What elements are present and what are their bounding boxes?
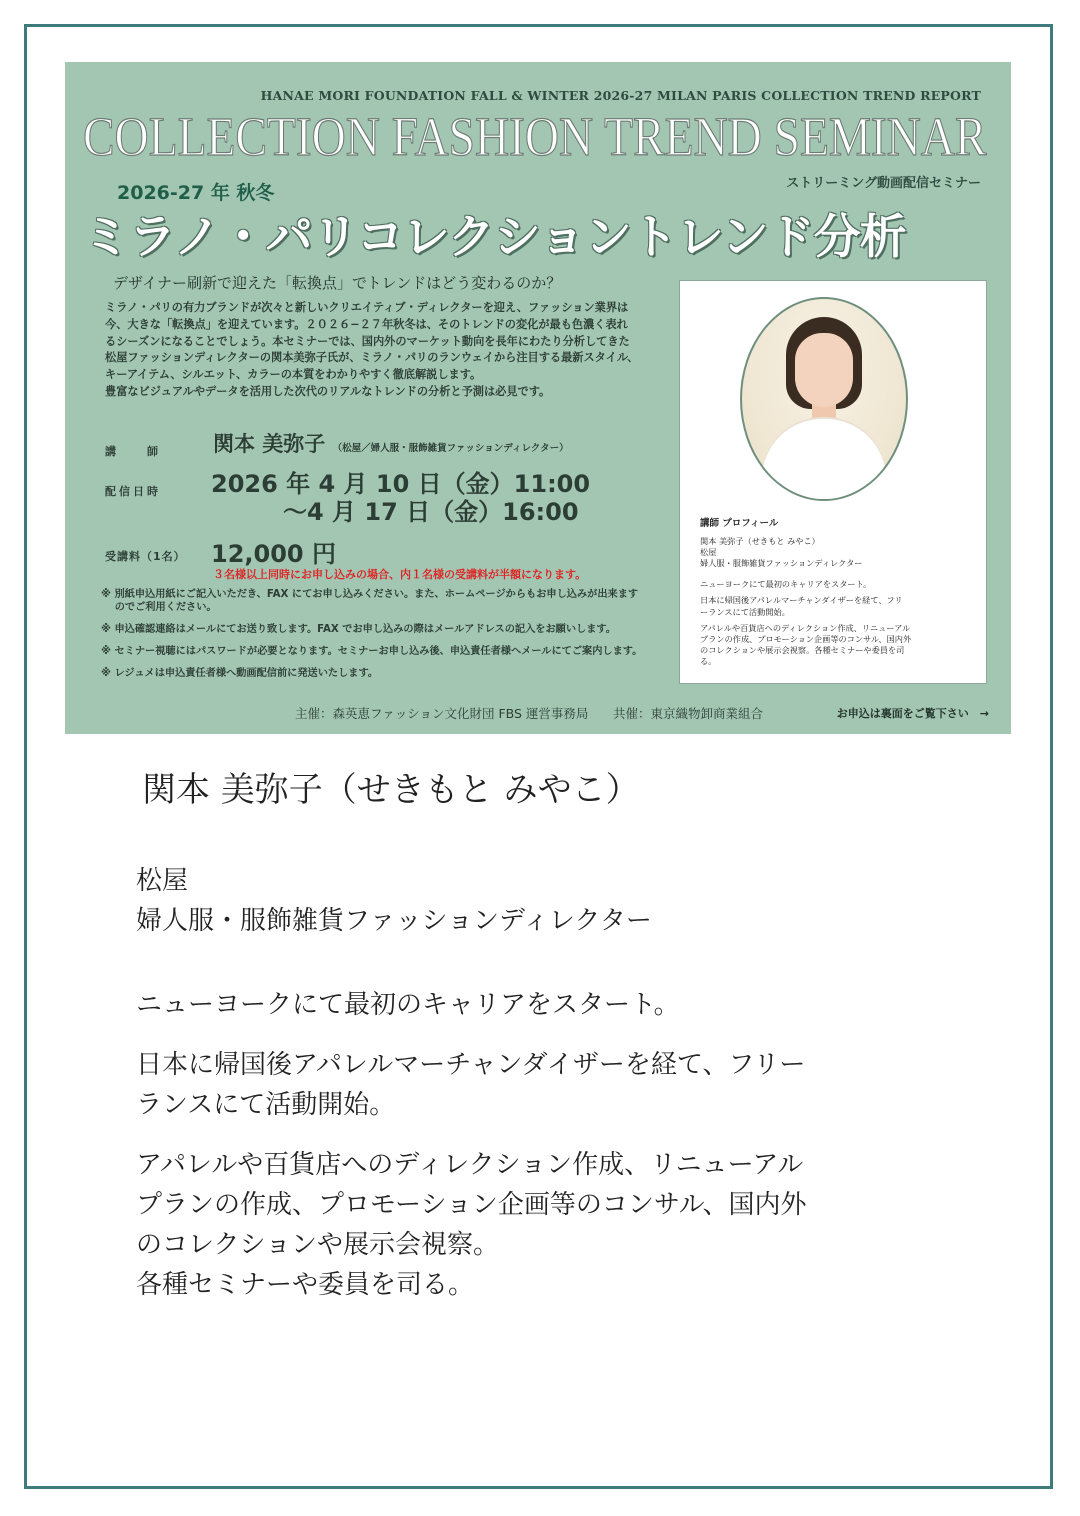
flyer-co-organizer: 共催：東京織物卸商業組合 bbox=[613, 706, 764, 721]
flyer-date-line1: 2026 年 4 月 10 日（金）11:00 bbox=[211, 470, 591, 498]
date-label: 配信日時 bbox=[105, 485, 161, 498]
flyer-profile-p3: アパレルや百貨店へのディレクション作成、リニューアルプランの作成、プロモーション企画等のコンサル、国内外のコレクションや展示会視察。各種セミナーや委員を司る。 bbox=[700, 622, 912, 667]
flyer-date bbox=[211, 470, 590, 526]
flyer-lecturer-affil: （松屋／婦人服・服飾雑貨ファッションディレクター） bbox=[332, 443, 569, 454]
flyer-streaming-label: ストリーミング動画配信セミナー bbox=[786, 176, 981, 191]
flyer-profile-box bbox=[679, 280, 987, 684]
profile-name: 関本 美弥子（せきもと みやこ） bbox=[142, 770, 640, 810]
flyer-notes bbox=[101, 588, 701, 689]
photo-torso bbox=[762, 419, 886, 501]
profile-career-3d: 各種セミナーや委員を司る。 bbox=[136, 1270, 475, 1300]
profile-career-2a: 日本に帰国後アパレルマーチャンダイザーを経て、フリー bbox=[136, 1050, 806, 1080]
profile-career-3a: アパレルや百貨店へのディレクション作成、リニューアル bbox=[136, 1150, 804, 1180]
fee-label-row bbox=[105, 545, 205, 564]
profile-career-3c: のコレクションや展示会視察。 bbox=[136, 1230, 499, 1260]
flyer-apply-note: お申込は裏面をご覧下さい → bbox=[836, 707, 989, 720]
flyer-main-title: ミラノ・パリコレクショントレンド分析 bbox=[83, 210, 906, 265]
lecturer-label-row bbox=[105, 440, 205, 459]
flyer-big-title: COLLECTION FASHION TREND SEMINAR bbox=[83, 106, 987, 167]
flyer-profile-p1: ニューヨークにて最初のキャリアをスタート。 bbox=[700, 579, 872, 590]
flyer-note: ※ セミナー視聴にはパスワードが必要となります。セミナーお申し込み後、申込責任者様へメールにてご案内します。 bbox=[101, 646, 643, 657]
flyer-date-line2: ～4 月 17 日（金）16:00 bbox=[283, 498, 579, 526]
flyer-body-line: ミラノ・パリの有力ブランドが次々と新しいクリエイティブ・ディレクターを迎え、ファッション業界は bbox=[105, 301, 629, 314]
flyer-body-line: るシーズンになることでしょう。本セミナーでは、国内外のマーケット動向を長年にわたり分析してきた bbox=[105, 334, 630, 348]
flyer-lead: デザイナー刷新で迎えた「転換点」でトレンドはどう変わるのか？ bbox=[113, 274, 562, 292]
flyer-profile-text bbox=[700, 517, 980, 673]
flyer-season: 2026-27 年 秋冬 bbox=[117, 182, 275, 204]
flyer-profile-name: 関本 美弥子（せきもと みやこ） bbox=[700, 535, 820, 546]
flyer-top-line: HANAE MORI FOUNDATION FALL & WINTER 2026-27 MILAN PARIS COLLECTION TREND REPORT bbox=[260, 88, 981, 103]
profile-company: 松屋 bbox=[136, 866, 189, 896]
flyer-body-line: キーアイテム、シルエット、カラーの本質をわかりやすく徹底解説します。 bbox=[105, 368, 482, 382]
lecturer-photo bbox=[740, 297, 908, 501]
fee-label: 受講料（1名） bbox=[105, 550, 186, 563]
flyer-fee: 12,000 円 bbox=[211, 540, 336, 568]
flyer-profile-p2: 日本に帰国後アパレルマーチャンダイザーを経て、フリーランスにて活動開始。 bbox=[700, 595, 903, 617]
flyer-profile-role: 婦人服・服飾雑貨ファッションディレクター bbox=[700, 557, 863, 568]
date-label-row bbox=[105, 480, 205, 499]
profile-career-3b: プランの作成、プロモーション企画等のコンサル、国内外 bbox=[136, 1190, 807, 1220]
photo-face bbox=[795, 333, 853, 407]
flyer-body-line: 豊富なビジュアルやデータを活用した次代のリアルなトレンドの分析と予測は必見です。 bbox=[105, 384, 551, 398]
profile-career-2b: ランスにて活動開始。 bbox=[136, 1090, 396, 1120]
flyer-note: ※ レジュメは申込責任者様へ動画配信前に発送いたします。 bbox=[101, 668, 379, 679]
flyer-body-line: 今、大きな「転換点」を迎えています。２０２６−２７年秋冬は、そのトレンドの変化が最も色濃く表れ bbox=[105, 317, 628, 331]
flyer-body bbox=[105, 300, 675, 401]
flyer-profile-heading: 講師 プロフィール bbox=[700, 518, 779, 529]
flyer-note: のでご利用ください。 bbox=[101, 602, 217, 613]
flyer-note: ※ 別紙申込用紙にご記入いただき、FAX にてお申し込みください。また、ホームページからもお申し込みが出来ます bbox=[101, 589, 639, 600]
flyer-organizer: 主催：森英恵ファッション文化財団 FBS 運営事務局 bbox=[295, 706, 589, 721]
profile-role: 婦人服・服飾雑貨ファッションディレクター bbox=[136, 906, 652, 936]
flyer-lecturer-name: 関本 美弥子 bbox=[213, 432, 326, 456]
profile-career-1: ニューヨークにて最初のキャリアをスタート。 bbox=[136, 990, 680, 1020]
flyer-fee-note: ３名様以上同時にお申し込みの場合、内１名様の受講料が半額になります。 bbox=[213, 568, 587, 581]
seminar-flyer-image bbox=[65, 62, 1011, 734]
flyer-note: ※ 申込確認連絡はメールにてお送り致します。FAX でお申し込みの際はメールアドレスの記入をお願いします。 bbox=[101, 624, 616, 635]
flyer-lecturer bbox=[213, 428, 569, 458]
flyer-body-line: 松屋ファッションディレクターの関本美弥子氏が、ミラノ・パリのランウェイから注目する最新スタイル、 bbox=[105, 351, 639, 365]
flyer-profile-company: 松屋 bbox=[700, 546, 717, 557]
lecturer-label: 講 師 bbox=[105, 445, 161, 458]
